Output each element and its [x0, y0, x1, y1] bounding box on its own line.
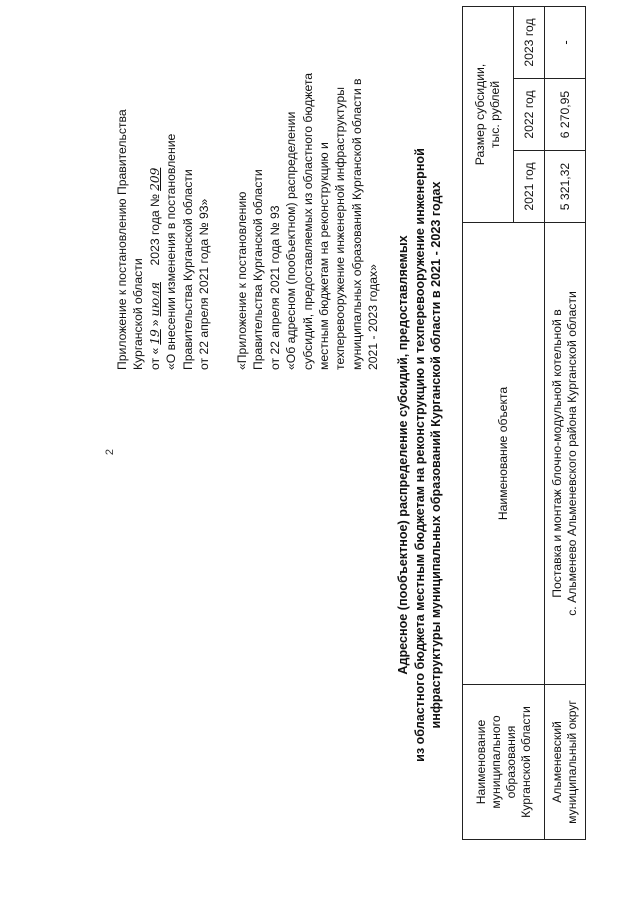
quoted-line: муниципальных образований Курганской области в — [349, 78, 364, 370]
quoted-line: от 22 апреля 2021 года № 93 — [267, 205, 282, 370]
header-amount: Размер субсидии, тыс. рублей — [463, 7, 514, 223]
heading-line: Адресное (пообъектное) распределение субсидий, предоставляемых — [396, 235, 410, 675]
handwritten-month: июля — [147, 282, 162, 317]
header-year-2023: 2023 год — [514, 7, 545, 79]
cell-value-2022: 6 270,95 — [545, 79, 586, 151]
quoted-line: техперевооружение инженерной инфраструктуры — [333, 86, 348, 370]
heading-line: из областного бюджета местным бюджетам на реконструкцию и техперевооружение инженерной — [412, 148, 427, 762]
appendix-block — [114, 50, 212, 370]
appendix-line: от 22 апреля 2021 года № 93» — [197, 198, 212, 370]
table-header-row — [463, 7, 514, 840]
quoted-line: «Приложение к постановлению — [235, 191, 249, 370]
handwritten-doc-number: 209 — [147, 167, 162, 191]
quoted-line: Правительства Курганской области — [251, 169, 266, 370]
quoted-line: «Об адресном (пообъектном) распределении — [284, 111, 299, 370]
table-row — [545, 7, 586, 840]
quoted-line: местным бюджетам на реконструкцию и — [317, 142, 332, 370]
appendix-line: Приложение к постановлению Правительства — [115, 109, 129, 370]
appendix-line: «О внесении изменения в постановление — [164, 133, 179, 370]
header-year-2021: 2021 год — [514, 151, 545, 223]
quoted-line: 2021 - 2023 годах» — [366, 264, 381, 370]
cell-value-2021: 5 321,32 — [545, 151, 586, 223]
heading-line: инфраструктуры муниципальных образований Курганской области в 2021 - 2023 годах — [429, 181, 444, 729]
appendix-line: Курганской области — [131, 258, 146, 370]
cell-municipality: Альменевский муниципальный округ — [545, 685, 586, 840]
handwritten-day: 19 — [147, 329, 162, 345]
header-object: Наименование объекта — [463, 223, 545, 685]
document-heading — [395, 75, 445, 835]
appendix-line: Правительства Курганской области — [180, 169, 195, 370]
header-year-2022: 2022 год — [514, 79, 545, 151]
appendix-date-line: от «19»июля 2023 года №209 — [147, 50, 163, 370]
subsidy-table — [462, 6, 586, 840]
header-municipality: Наименование муниципального образования Курганской области — [463, 685, 545, 840]
page-number: 2 — [104, 448, 116, 456]
cell-object: Поставка и монтаж блочно-модульной котельной в с. Альменево Альменевского района Курганской области — [545, 223, 586, 685]
quoted-appendix-block — [234, 40, 382, 370]
cell-value-2023: - — [545, 7, 586, 79]
quoted-line: субсидий, предоставляемых из областного бюджета — [300, 72, 315, 370]
